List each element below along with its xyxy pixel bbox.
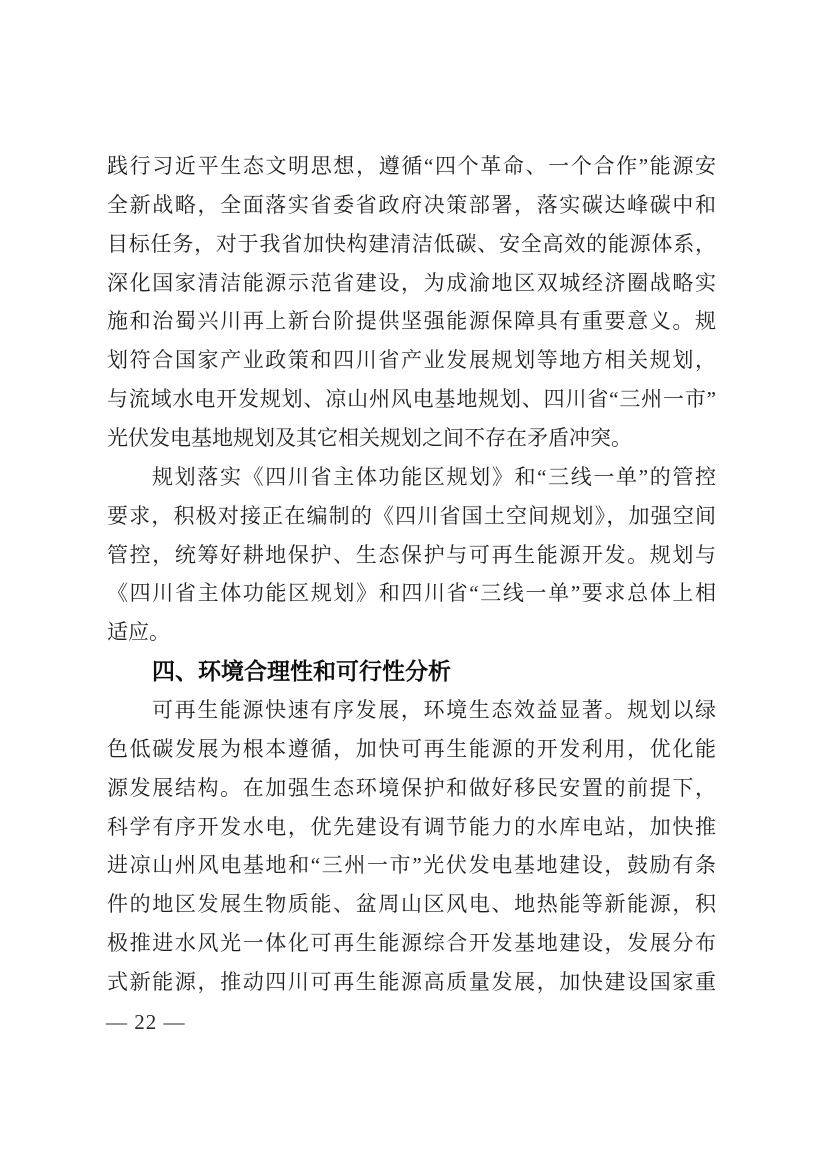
text-line: 全新战略，全面落实省委省政府决策部署，落实碳达峰碳中和 — [107, 192, 716, 217]
section-heading: 四、环境合理性和可行性分析 — [152, 658, 451, 685]
text-line: 可再生能源快速有序发展，环境生态效益显著。规划以绿 — [152, 698, 716, 723]
text-line: 件的地区发展生物质能、盆周山区风电、地热能等新能源，积 — [107, 892, 716, 917]
paragraph-2 — [107, 458, 716, 652]
text-line: 划符合国家产业政策和四川省产业发展规划等地方相关规划， — [107, 348, 716, 373]
text-line: 科学有序开发水电，优先建设有调节能力的水库电站，加快推 — [107, 814, 716, 839]
text-line: 要求，积极对接正在编制的《四川省国土空间规划》，加强空间 — [107, 503, 716, 528]
paragraph-1 — [107, 147, 716, 458]
text-line: 《四川省主体功能区规划》和四川省“三线一单”要求总体上相 — [107, 581, 716, 606]
text-line: 施和治蜀兴川再上新台阶提供坚强能源保障具有重要意义。规 — [107, 309, 716, 334]
text-line: 源发展结构。在加强生态环境保护和做好移民安置的前提下， — [107, 775, 716, 800]
text-line: 极推进水风光一体化可再生能源综合开发基地建设，发展分布 — [107, 931, 716, 956]
page-number — [106, 1008, 186, 1036]
paragraph-3 — [107, 691, 716, 1002]
text-line: 与流域水电开发规划、凉山州风电基地规划、四川省“三州一市” — [107, 387, 716, 412]
text-line: 践行习近平生态文明思想，遵循“四个革命、一个合作”能源安 — [107, 154, 716, 178]
text-line: 深化国家清洁能源示范省建设，为成渝地区双城经济圈战略实 — [107, 270, 716, 295]
text-line: 适应。 — [107, 620, 170, 645]
text-line: 色低碳发展为根本遵循，加快可再生能源的开发利用，优化能 — [107, 736, 716, 761]
text-line: 进凉山州风电基地和“三州一市”光伏发电基地建设，鼓励有条 — [107, 853, 716, 878]
text-line: 光伏发电基地规划及其它相关规划之间不存在矛盾冲突。 — [107, 426, 632, 451]
page-number-text: — 22 — — [106, 1010, 186, 1034]
text-line: 规划落实《四川省主体功能区规划》和“三线一单”的管控 — [152, 464, 716, 489]
text-line: 目标任务，对于我省加快构建清洁低碳、安全高效的能源体系， — [107, 231, 716, 256]
text-line: 管控，统筹好耕地保护、生态保护与可再生能源开发。规划与 — [107, 542, 716, 567]
text-line: 式新能源，推动四川可再生能源高质量发展，加快建设国家重 — [107, 970, 716, 995]
page-body — [107, 147, 716, 1002]
